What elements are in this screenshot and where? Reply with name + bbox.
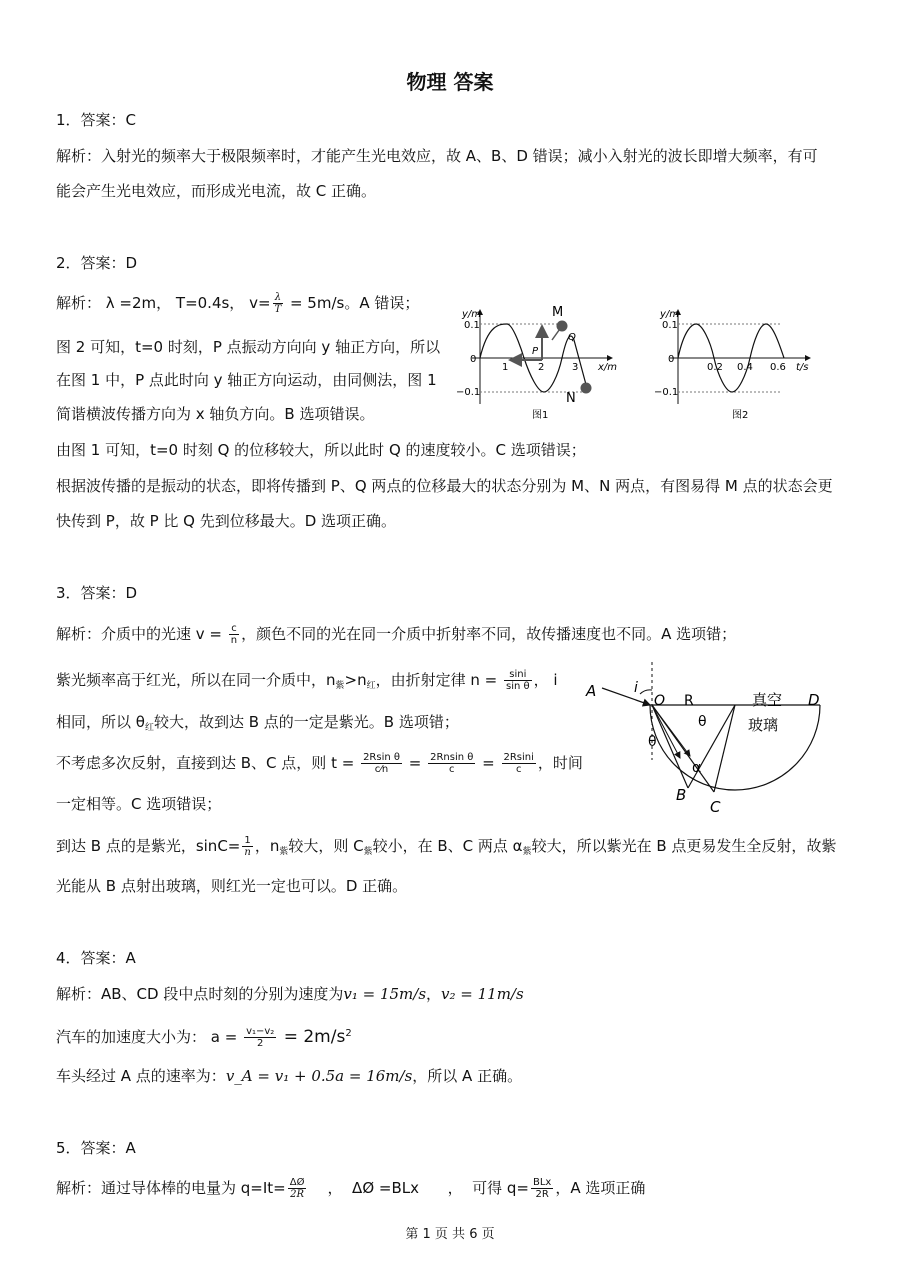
q3-l3-pre: 相同，所以 θ bbox=[56, 713, 145, 731]
q3-l6-mid3: 较小，在 B、C 两点 α bbox=[372, 837, 523, 855]
page-title: 物理 答案 bbox=[406, 70, 494, 94]
frac-den: c bbox=[449, 764, 455, 775]
frac-num: c bbox=[229, 623, 239, 635]
q3-line-4: 不考虑多次反射，直接到达 B、C 点，则 t = $\frac{\text{2Rsin θ}}{c⁄n}$ = $\frac{\text{2Rnsin θ}}{c}$ = $\frac{2Rsini}{c}$ ，时间 bbox=[56, 752, 583, 775]
label-o: O bbox=[654, 693, 666, 709]
frac-den: c⁄n bbox=[374, 764, 389, 775]
frac-num: v₁−v₂ bbox=[246, 1026, 275, 1037]
frac-num: 2Rnsin θ bbox=[430, 752, 474, 763]
fig2-t3: 0.6 bbox=[770, 362, 786, 373]
sub-red: 红 bbox=[366, 681, 376, 691]
q3-l4-pre: 不考虑多次反射，直接到达 B、C 点，则 t = bbox=[56, 754, 360, 772]
q1-line-2: 能会产生光电效应，而形成光电流，故 C 正确。 bbox=[56, 182, 377, 200]
fig1-ytop: 0.1 bbox=[464, 320, 480, 331]
fig1-xlabel: x/m bbox=[598, 362, 618, 373]
sub-purple: 紫 bbox=[522, 847, 532, 857]
q2-line-6: 根据波传播的是振动的状态，即将传播到 P、Q 两点的位移最大的状态分别为 M、N 两点，有图易得 M 点的状态会更 bbox=[56, 477, 833, 495]
q3-line-7: 光能从 B 点射出玻璃，则红光一定也可以。D 正确。 bbox=[56, 877, 408, 895]
point-m bbox=[557, 321, 568, 332]
q3-l4-post: ，时间 bbox=[537, 754, 583, 772]
q4-l2-frac bbox=[244, 1026, 276, 1049]
label-alpha: α bbox=[692, 760, 702, 776]
q2-line-5: 由图 1 可知，t=0 时刻 Q 的位移较大，所以此时 Q 的速度较小。C 选项错误； bbox=[56, 441, 586, 459]
fig1-x1: 1 bbox=[502, 362, 509, 373]
sub-red: 红 bbox=[144, 723, 154, 733]
frac-den: 2R bbox=[290, 1189, 305, 1200]
wave-figure-1 bbox=[452, 300, 622, 425]
semicircle bbox=[650, 705, 820, 790]
q4-answer: 4．答案：A bbox=[56, 949, 136, 967]
label-vacuum: 真空 bbox=[752, 691, 783, 709]
q5-answer: 5．答案：A bbox=[56, 1139, 136, 1157]
q2-answer: 2．答案：D bbox=[56, 254, 138, 272]
wave-figure-2 bbox=[650, 300, 820, 425]
q5-line-1 bbox=[56, 1177, 645, 1200]
q5-l1-frac2 bbox=[531, 1177, 553, 1200]
q3-l2-post: ， i bbox=[533, 671, 558, 689]
q3-line-3 bbox=[56, 712, 459, 738]
label-q: Q bbox=[568, 332, 576, 343]
eq-va: v_A = v₁ + 0.5a = 16m/s bbox=[225, 1067, 413, 1085]
q4-l1-pre: 解析：AB、CD 段中点时刻的分别为速度为 bbox=[56, 985, 344, 1003]
q4-sep: ， bbox=[426, 985, 442, 1003]
sub-purple: 紫 bbox=[279, 847, 289, 857]
label-i: i bbox=[634, 680, 638, 696]
frac-den: T bbox=[274, 304, 282, 315]
eq-v1: v₁ = 15m/s bbox=[343, 985, 427, 1003]
q3-line-5: 一定相等。C 选项错误； bbox=[56, 795, 222, 813]
q2-line-2: 图 2 可知，t=0 时刻，P 点振动方向向 y 轴正方向，所以 bbox=[56, 338, 441, 356]
q3-l1-post: ，颜色不同的光在同一介质中折射率不同，故传播速度也不同。A 选项错； bbox=[241, 625, 737, 643]
q3-l6-mid1: ，n bbox=[254, 837, 280, 855]
q5-l1-mid: ， ΔØ =BLx ， 可得 q= bbox=[308, 1179, 529, 1197]
q2-l1-fraction bbox=[273, 292, 284, 315]
sup-2: 2 bbox=[345, 1028, 352, 1039]
label-m: M bbox=[552, 305, 564, 320]
q1-answer: 1．答案：C bbox=[56, 111, 137, 129]
q4-l2-pre: 汽车的加速度大小为： a = bbox=[56, 1028, 243, 1046]
q2-line-4: 简谐横波传播方向为 x 轴负方向。B 选项错误。 bbox=[56, 405, 375, 423]
fig1-x3: 3 bbox=[572, 362, 579, 373]
frac-num: 1 bbox=[242, 835, 252, 847]
fig2-ybot: −0.1 bbox=[654, 387, 679, 398]
q3-line-1 bbox=[56, 623, 736, 646]
label-theta-2: θ bbox=[648, 734, 657, 750]
frac-num: 2Rsin θ bbox=[363, 752, 400, 763]
label-n: N bbox=[566, 391, 576, 406]
fig2-caption: 图2 bbox=[732, 410, 749, 421]
fig2-xlabel: t/s bbox=[796, 362, 809, 373]
q3-l2-mid2: ，由折射定律 n = bbox=[375, 671, 503, 689]
incident-ray bbox=[602, 688, 650, 705]
q3-l2-pre: 紫光频率高于红光，所以在同一介质中，n bbox=[56, 671, 336, 689]
frac-den: sin θ bbox=[506, 681, 530, 692]
q2-line-3: 在图 1 中，P 点此时向 y 轴正方向运动，由同侧法，图 1 bbox=[56, 371, 437, 389]
q1-line-1: 解析：入射光的频率大于极限频率时，才能产生光电效应，故 A、B、D 错误；减小入射光的波长即增大频率，有可 bbox=[56, 147, 818, 165]
frac-num: ΔØ bbox=[289, 1177, 305, 1188]
q4-l3-post: ，所以 A 正确。 bbox=[412, 1067, 523, 1085]
q4-line-2 bbox=[56, 1024, 352, 1049]
label-r: R bbox=[684, 693, 694, 709]
eq-v2: v₂ = 11m/s bbox=[441, 985, 524, 1003]
frac-den: 2 bbox=[257, 1038, 264, 1049]
label-glass: 玻璃 bbox=[748, 716, 779, 734]
label-d: D bbox=[808, 691, 820, 709]
q2-line-1 bbox=[56, 292, 419, 315]
q3-l1-pre: 解析：介质中的光速 v = bbox=[56, 625, 227, 643]
q4-line-3 bbox=[56, 1066, 522, 1086]
page-footer: 第 1 页 共 6 页 bbox=[405, 1227, 495, 1242]
fig1-x2: 2 bbox=[538, 362, 545, 373]
fig2-t1: 0.2 bbox=[707, 362, 723, 373]
q5-l1-pre: 解析：通过导体棒的电量为 q=It= bbox=[56, 1179, 286, 1197]
q5-l1-post: ，A 选项正确 bbox=[555, 1179, 646, 1197]
q4-l3-pre: 车头经过 A 点的速率为： bbox=[56, 1067, 226, 1085]
q3-line-2 bbox=[56, 669, 558, 696]
q2-l1-post: = 5m/s。A 错误； bbox=[285, 294, 420, 312]
q4-line-1 bbox=[56, 984, 524, 1004]
refraction-figure bbox=[580, 660, 840, 820]
q3-l6-mid2: 较大，则 C bbox=[288, 837, 364, 855]
frac-num: 2Rsini bbox=[503, 752, 534, 763]
q2-l1-pre: 解析： λ =2m， T=0.4s， v= bbox=[56, 294, 271, 312]
q3-l1-frac bbox=[229, 623, 239, 646]
q3-l4-frac3 bbox=[502, 752, 536, 775]
q3-l3-post: 较大，故到达 B 点的一定是紫光。B 选项错； bbox=[153, 713, 459, 731]
label-a: A bbox=[586, 682, 597, 700]
frac-num: BLx bbox=[533, 1177, 552, 1188]
q2-line-7: 快传到 P，故 P 比 Q 先到位移最大。D 选项正确。 bbox=[56, 512, 397, 530]
fig1-ylabel: y/m bbox=[462, 309, 482, 320]
q4-l2-post: = 2m/s bbox=[278, 1027, 346, 1047]
frac-den: n bbox=[244, 847, 251, 858]
frac-num: λ bbox=[273, 292, 284, 304]
q3-l4-frac1 bbox=[361, 752, 402, 775]
fig2-ytop: 0.1 bbox=[662, 320, 678, 331]
label-p: P bbox=[532, 346, 539, 357]
label-theta-1: θ bbox=[698, 714, 707, 730]
fig2-origin: 0 bbox=[668, 354, 675, 365]
q3-l2-mid: >n bbox=[344, 671, 367, 689]
q3-line-6 bbox=[56, 835, 836, 862]
q3-answer: 3．答案：D bbox=[56, 584, 138, 602]
fig2-ylabel: y/m bbox=[660, 309, 680, 320]
fig1-caption: 图1 bbox=[532, 410, 549, 421]
label-c: C bbox=[710, 798, 721, 816]
frac-den: n bbox=[230, 635, 238, 646]
q3-l4-frac2 bbox=[428, 752, 475, 775]
frac-den: c bbox=[515, 764, 522, 775]
frac-num: sini bbox=[504, 669, 532, 681]
sub-purple: 紫 bbox=[335, 681, 345, 691]
frac-den: 2R bbox=[535, 1189, 549, 1200]
fig2-t2: 0.4 bbox=[737, 362, 753, 373]
label-b: B bbox=[676, 786, 687, 804]
q3-l6-frac bbox=[242, 835, 252, 858]
point-n bbox=[581, 383, 592, 394]
q3-l6-pre: 到达 B 点的是紫光，sinC= bbox=[56, 837, 241, 855]
fig1-origin: 0 bbox=[470, 354, 477, 365]
q3-l6-post: 较大，所以紫光在 B 点更易发生全反射，故紫 bbox=[531, 837, 837, 855]
fig1-ybot: −0.1 bbox=[456, 387, 481, 398]
q5-l1-frac bbox=[288, 1177, 307, 1200]
sub-purple: 紫 bbox=[363, 847, 373, 857]
q3-l2-frac bbox=[504, 669, 532, 692]
